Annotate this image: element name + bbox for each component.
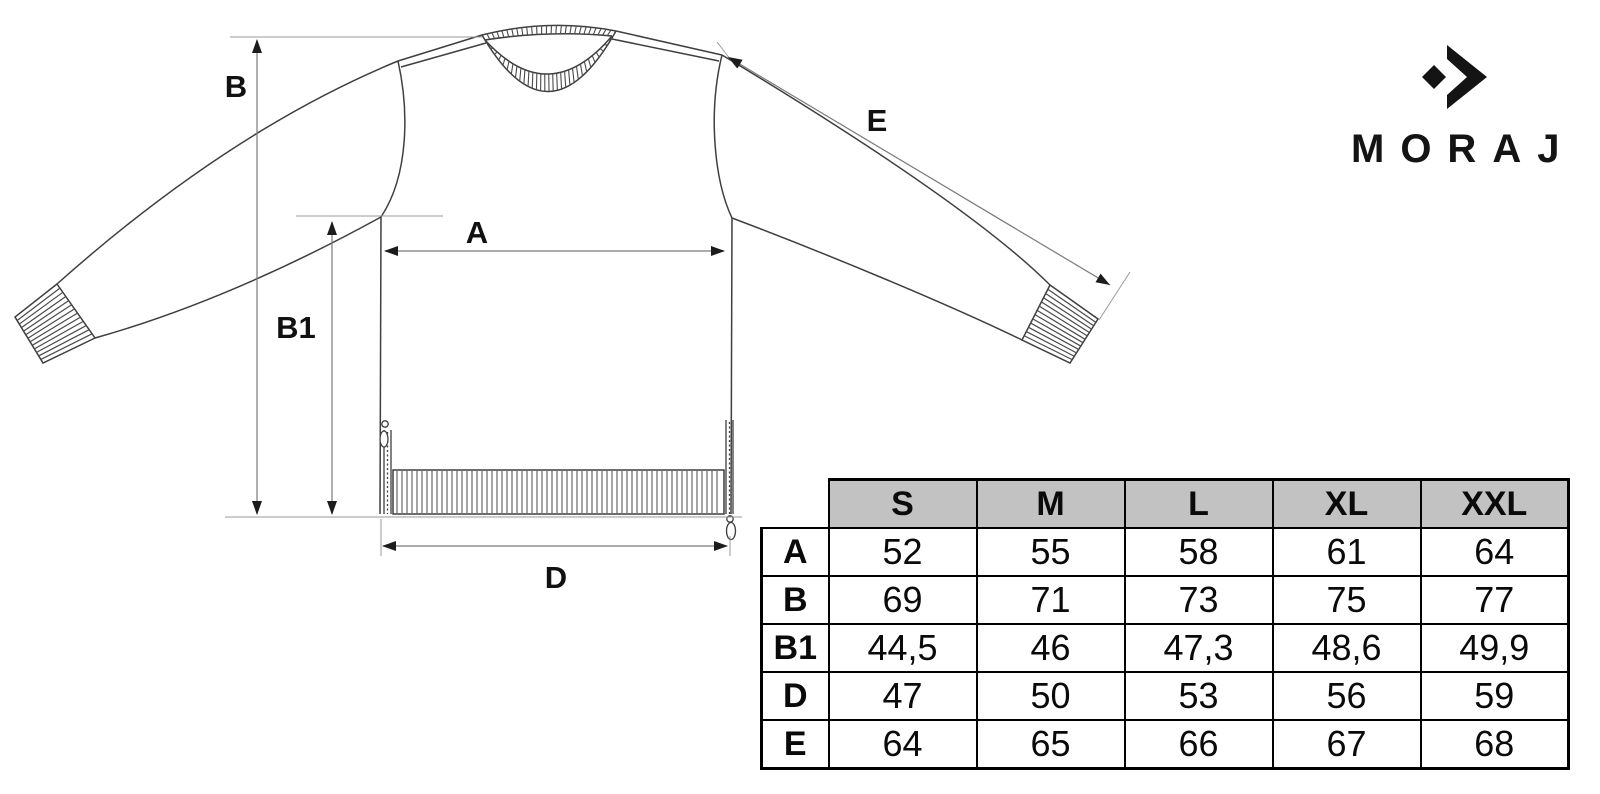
cell-e-xxl: 68 xyxy=(1421,720,1569,769)
cell-e-m: 65 xyxy=(977,720,1125,769)
table-row-e xyxy=(762,720,1569,769)
cell-b-l: 73 xyxy=(1125,576,1273,624)
logo-chevron-icon xyxy=(1447,45,1487,109)
dimension-label-d: D xyxy=(544,560,568,595)
column-header-xl: XL xyxy=(1273,480,1421,529)
cell-b-s: 69 xyxy=(829,576,977,624)
cell-b1-l: 47,3 xyxy=(1125,624,1273,672)
column-header-s: S xyxy=(829,480,977,529)
right-sleeve-bottom-edge xyxy=(732,218,1022,340)
size-table xyxy=(760,478,1570,770)
cell-b1-xl: 48,6 xyxy=(1273,624,1421,672)
dimension-line-e xyxy=(728,57,1110,285)
dimension-label-a: A xyxy=(465,215,489,250)
column-header-l: L xyxy=(1125,480,1273,529)
row-label-b1: B1 xyxy=(762,624,829,672)
cell-e-l: 66 xyxy=(1125,720,1273,769)
table-row-b1 xyxy=(762,624,1569,672)
cell-a-m: 55 xyxy=(977,528,1125,576)
table-row-b xyxy=(762,576,1569,624)
cell-d-s: 47 xyxy=(829,672,977,720)
cell-a-xl: 61 xyxy=(1273,528,1421,576)
size-table-header-row xyxy=(762,480,1569,529)
cell-b-m: 71 xyxy=(977,576,1125,624)
sweater-outline xyxy=(15,25,1098,514)
cell-d-xxl: 59 xyxy=(1421,672,1569,720)
cell-e-xl: 67 xyxy=(1273,720,1421,769)
cell-b-xl: 75 xyxy=(1273,576,1421,624)
cell-e-s: 64 xyxy=(829,720,977,769)
cell-b-xxl: 77 xyxy=(1421,576,1569,624)
dimension-label-b: B xyxy=(224,69,248,104)
logo-diamond-icon xyxy=(1422,65,1446,89)
cell-d-m: 50 xyxy=(977,672,1125,720)
collar-front-inner-arc xyxy=(485,36,612,74)
dimension-label-b1: B1 xyxy=(276,310,316,345)
left-cuff-ribbing xyxy=(17,288,92,359)
dimension-label-e: E xyxy=(866,103,888,138)
column-header-m: M xyxy=(977,480,1125,529)
cell-d-xl: 56 xyxy=(1273,672,1421,720)
row-label-a: A xyxy=(762,528,829,576)
right-cuff-ribbing xyxy=(1024,289,1096,359)
left-zipper-pull-icon xyxy=(382,421,388,427)
table-row-a xyxy=(762,528,1569,576)
brand-name: MORAJ xyxy=(1351,127,1576,171)
row-label-e: E xyxy=(762,720,829,769)
left-sleeve-bottom-edge xyxy=(95,217,381,338)
row-label-d: D xyxy=(762,672,829,720)
hem-band xyxy=(393,470,724,514)
cell-a-s: 52 xyxy=(829,528,977,576)
cell-d-l: 53 xyxy=(1125,672,1273,720)
cell-b1-m: 46 xyxy=(977,624,1125,672)
brand-logo xyxy=(1351,45,1575,171)
table-row-d xyxy=(762,672,1569,720)
row-label-b: B xyxy=(762,576,829,624)
right-sleeve-top-edge xyxy=(722,55,1050,285)
cell-b1-s: 44,5 xyxy=(829,624,977,672)
cell-b1-xxl: 49,9 xyxy=(1421,624,1569,672)
table-corner-cell xyxy=(762,480,829,529)
cell-a-l: 58 xyxy=(1125,528,1273,576)
hem-ribbing xyxy=(397,471,717,513)
column-header-xxl: XXL xyxy=(1421,480,1569,529)
cell-a-xxl: 64 xyxy=(1421,528,1569,576)
